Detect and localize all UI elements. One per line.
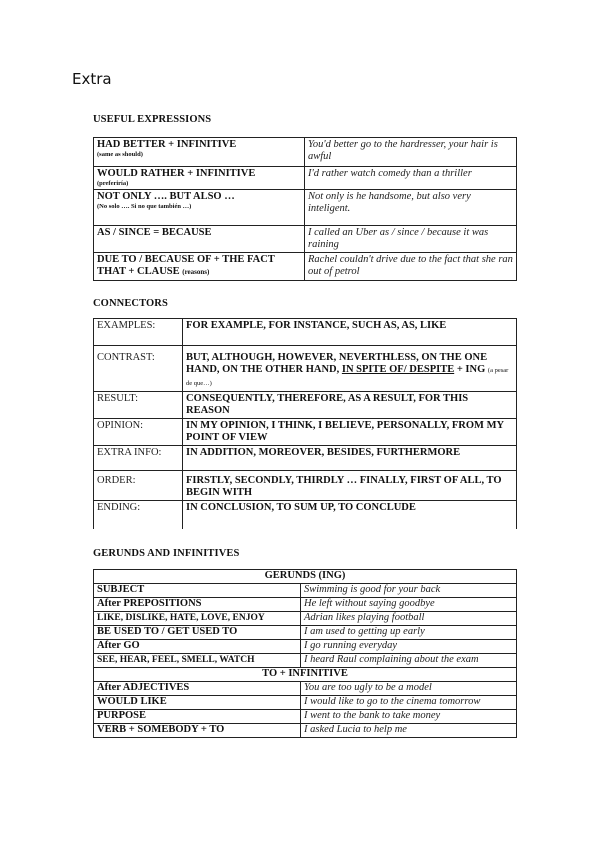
connector-label: OPINION: (94, 419, 183, 446)
table-row (94, 226, 517, 253)
table-row (94, 612, 517, 626)
useful-expressions-table (93, 137, 517, 281)
useful-expressions-title: USEFUL EXPRESSIONS (93, 114, 212, 125)
infinitive-example: I went to the bank to take money (301, 710, 517, 724)
table-row (94, 710, 517, 724)
connector-value: FIRSTLY, SECONDLY, THIRDLY … FINALLY, FIRST OF ALL, TO BEGIN WITH (183, 471, 517, 501)
gerund-term: After PREPOSITIONS (94, 598, 301, 612)
gerund-term: SUBJECT (94, 584, 301, 598)
table-row (94, 570, 517, 584)
expression-example: I called an Uber as / since / because it was raining (305, 226, 517, 253)
expression-example: Rachel couldn't drive due to the fact that she ran out of petrol (305, 253, 517, 281)
gerunds-header: GERUNDS (ING) (94, 570, 517, 584)
expression-term: AS / SINCE = BECAUSE (94, 226, 305, 253)
connector-label: CONTRAST: (94, 346, 183, 392)
expression-term: WOULD RATHER + INFINITIVE (97, 168, 256, 179)
expression-note: (same as should) (97, 151, 143, 158)
connector-label: EXTRA INFO: (94, 446, 183, 471)
table-row (94, 471, 517, 501)
infinitive-example: I asked Lucia to help me (301, 724, 517, 738)
expression-term: DUE TO / BECAUSE OF + THE FACT THAT + CLAUSE (97, 254, 275, 277)
expression-term-cell (94, 253, 305, 281)
table-row (94, 501, 517, 529)
infinitive-example: I would like to go to the cinema tomorrow (301, 696, 517, 710)
table-row (94, 392, 517, 419)
gerunds-table (93, 569, 517, 738)
infinitive-header: TO + INFINITIVE (94, 668, 517, 682)
infinitive-term: VERB + SOMEBODY + TO (94, 724, 301, 738)
expression-term-cell (94, 190, 305, 226)
table-row (94, 138, 517, 167)
gerunds-title: GERUNDS AND INFINITIVES (93, 548, 240, 559)
connector-value: IN MY OPINION, I THINK, I BELIEVE, PERSONALLY, FROM MY POINT OF VIEW (183, 419, 517, 446)
table-row (94, 654, 517, 668)
table-row (94, 724, 517, 738)
table-row (94, 190, 517, 226)
table-row (94, 640, 517, 654)
gerund-example: I heard Raul complaining about the exam (301, 654, 517, 668)
connector-label: ORDER: (94, 471, 183, 501)
table-row (94, 346, 517, 392)
connectors-title: CONNECTORS (93, 298, 168, 309)
gerund-example: I am used to getting up early (301, 626, 517, 640)
infinitive-example: You are too ugly to be a model (301, 682, 517, 696)
table-row (94, 668, 517, 682)
table-row (94, 446, 517, 471)
gerund-example: Swimming is good for your back (301, 584, 517, 598)
gerund-term: LIKE, DISLIKE, HATE, LOVE, ENJOY (94, 612, 301, 626)
expression-note: (reasons) (182, 268, 210, 276)
table-row (94, 598, 517, 612)
connector-label: EXAMPLES: (94, 319, 183, 346)
expression-note: (No solo …. Si no que también …) (97, 203, 192, 210)
connector-value: BUT, ALTHOUGH, HOWEVER, NEVERTHLESS, ON THE ONE HAND, ON THE OTHER HAND, (186, 352, 488, 375)
infinitive-term: PURPOSE (94, 710, 301, 724)
expression-example: You'd better go to the hardresser, your hair is awful (305, 138, 517, 167)
expression-term: HAD BETTER + INFINITIVE (97, 139, 237, 150)
gerund-term: After GO (94, 640, 301, 654)
table-row (94, 319, 517, 346)
gerund-example: Adrian likes playing football (301, 612, 517, 626)
connector-value-tail: + ING (456, 364, 486, 375)
gerund-term: SEE, HEAR, FEEL, SMELL, WATCH (94, 654, 301, 668)
table-row (94, 167, 517, 190)
expression-term: NOT ONLY …. BUT ALSO … (97, 191, 235, 202)
expression-note: (preferiría) (97, 180, 129, 187)
connector-value-underlined: IN SPITE OF/ DESPITE (341, 364, 455, 375)
connector-note: (a pesar de que…) (186, 367, 509, 387)
infinitive-term: After ADJECTIVES (94, 682, 301, 696)
expression-term-cell (94, 138, 305, 167)
connector-value: FOR EXAMPLE, FOR INSTANCE, SUCH AS, AS, LIKE (183, 319, 517, 346)
gerund-example: I go running everyday (301, 640, 517, 654)
expression-example: I'd rather watch comedy than a thriller (305, 167, 517, 190)
connector-value: IN ADDITION, MOREOVER, BESIDES, FURTHERMORE (183, 446, 517, 471)
expression-term-cell (94, 167, 305, 190)
table-row (94, 419, 517, 446)
gerund-term: BE USED TO / GET USED TO (94, 626, 301, 640)
expression-example: Not only is he handsome, but also very inteligent. (305, 190, 517, 226)
connector-label: RESULT: (94, 392, 183, 419)
table-row (94, 626, 517, 640)
table-row (94, 696, 517, 710)
page-heading: Extra (72, 70, 112, 88)
infinitive-term: WOULD LIKE (94, 696, 301, 710)
table-row (94, 682, 517, 696)
connector-value: IN CONCLUSION, TO SUM UP, TO CONCLUDE (183, 501, 517, 529)
gerund-example: He left without saying goodbye (301, 598, 517, 612)
table-row (94, 584, 517, 598)
connectors-table (93, 318, 517, 529)
table-row (94, 253, 517, 281)
connector-label: ENDING: (94, 501, 183, 529)
connector-value: CONSEQUENTLY, THEREFORE, AS A RESULT, FOR THIS REASON (183, 392, 517, 419)
connector-value-cell (183, 346, 517, 392)
